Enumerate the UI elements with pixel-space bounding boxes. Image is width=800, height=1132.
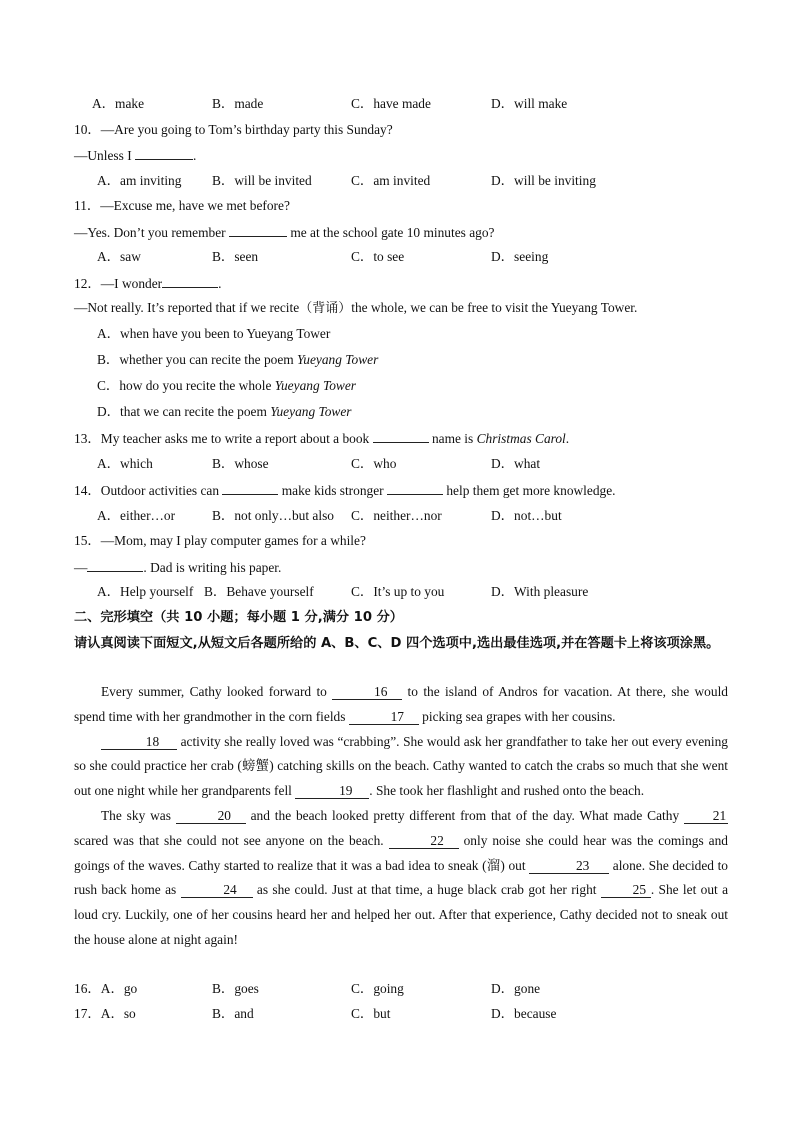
q12-option-c: C．how do you recite the whole Yueyang Tower xyxy=(97,378,356,393)
option-b: B．and xyxy=(212,1006,254,1021)
blank-24: 24 xyxy=(181,883,253,898)
option-d: D．will make xyxy=(491,96,568,111)
option-d: D．what xyxy=(491,456,541,471)
answer-blank xyxy=(229,224,287,237)
option-c: C．going xyxy=(351,981,404,996)
q9-options xyxy=(92,96,652,112)
blank-23: 23 xyxy=(529,859,609,874)
blank-17: 17 xyxy=(349,710,419,725)
q11-options xyxy=(97,249,657,265)
option-d: D．With pleasure xyxy=(491,584,589,599)
passage-paragraph-3: The sky was 20 and the beach looked pretty different from that of the day. What made Cathy 21 scared was that she could not see anyone on the beach. 22 only noise she could hear was the comings and goings of the waves. Cathy started to realize that it was a bad idea to sneak (溜) out 23 alone. She decided to rush back home as 24 as she could. Just at that time, a huge black crab got her right 25 . She let out a loud cry. Luckily, one of her cousins heard her and helped her out. After that experience, Cathy decided not to sneak out the house alone at night again! xyxy=(74,807,729,947)
answer-blank xyxy=(162,275,218,288)
option-c: C．but xyxy=(351,1006,391,1021)
q11-reply: —Yes. Don’t you remember me at the school gate 10 minutes ago? xyxy=(74,225,495,240)
option-b: B．goes xyxy=(212,981,259,996)
q13-stem: 13．My teacher asks me to write a report about a book name is Christmas Carol. xyxy=(74,431,570,446)
blank-20: 20 xyxy=(176,809,246,824)
option-a: A．am inviting xyxy=(97,173,182,188)
option-b: B．will be invited xyxy=(212,173,312,188)
q13-options xyxy=(97,456,657,472)
option-b: B．made xyxy=(212,96,264,111)
option-a: A．Help yourself xyxy=(97,584,194,599)
option-d: D．not…but xyxy=(491,508,562,523)
q12-reply: —Not really. It’s reported that if we recite（背诵）the whole, we can be free to visit the Yueyang Tower. xyxy=(74,300,638,316)
q12-option-b: B．whether you can recite the poem Yueyang Tower xyxy=(97,352,379,367)
option-a: A．either…or xyxy=(97,508,176,523)
answer-blank xyxy=(373,430,429,443)
q17-options xyxy=(74,1006,634,1022)
q15-stem: 15．—Mom, may I play computer games for a while? xyxy=(74,533,366,548)
option-b: B．not only…but also xyxy=(212,508,335,523)
option-c: C．It’s up to you xyxy=(351,584,445,599)
option-c: C．am invited xyxy=(351,173,431,188)
q10-reply: —Unless I . xyxy=(74,148,197,163)
answer-blank xyxy=(387,482,443,495)
option-b: B．whose xyxy=(212,456,269,471)
q15-reply: — . Dad is writing his paper. xyxy=(74,560,282,575)
option-c: C．neither…nor xyxy=(351,508,442,523)
passage-paragraph-1: Every summer, Cathy looked forward to 16 to the island of Andros for vacation. At there, she would spend time with her grandmother in the corn fields 17 picking sea grapes with her cousins. xyxy=(74,684,728,724)
option-a: A．make xyxy=(92,96,145,111)
blank-25: 25 xyxy=(601,883,651,898)
option-a: A．which xyxy=(97,456,153,471)
blank-16: 16 xyxy=(332,685,402,700)
q12-option-d: D．that we can recite the poem Yueyang Tower xyxy=(97,404,352,419)
blank-21: 21 xyxy=(684,809,728,824)
option-d: D．will be inviting xyxy=(491,173,596,188)
option-b: B．seen xyxy=(212,249,259,264)
blank-22: 22 xyxy=(389,834,459,849)
q11-stem: 11．—Excuse me, have we met before? xyxy=(74,198,290,213)
option-a: 16．A．go xyxy=(74,981,138,996)
option-a: A．saw xyxy=(97,249,141,264)
q15-options xyxy=(97,584,657,600)
answer-blank xyxy=(222,482,278,495)
q14-stem: 14．Outdoor activities can make kids stronger help them get more knowledge. xyxy=(74,483,616,498)
option-d: D．seeing xyxy=(491,249,549,264)
q10-options xyxy=(97,173,657,189)
option-c: C．to see xyxy=(351,249,405,264)
q12-stem: 12．—I wonder . xyxy=(74,276,222,291)
q16-options xyxy=(74,981,634,997)
q10-stem: 10．—Are you going to Tom’s birthday party this Sunday? xyxy=(74,122,393,137)
q12-option-a: A．when have you been to Yueyang Tower xyxy=(97,326,331,341)
option-a: 17．A．so xyxy=(74,1006,136,1021)
blank-18: 18 xyxy=(101,735,177,750)
passage-paragraph-2: 18 activity she really loved was “crabbing”. She would ask her grandfather to take her out every evening so she could practice her crab (螃蟹) catching skills on the beach. Cathy wanted to catch the crabs so much that she went out one night while her grandparents fell 19 . She took her flashlight and rushed onto the beach. xyxy=(74,733,728,799)
blank-19: 19 xyxy=(295,784,369,799)
option-c: C．have made xyxy=(351,96,431,111)
section-instruction: 请认真阅读下面短文,从短文后各题所给的 A、B、C、D 四个选项中,选出最佳选项,并在答题卡上将该项涂黑。 xyxy=(74,636,720,651)
option-d: D．gone xyxy=(491,981,541,996)
option-b: B．Behave yourself xyxy=(204,584,314,599)
answer-blank xyxy=(87,559,143,572)
answer-blank xyxy=(135,147,193,160)
cloze-passage xyxy=(74,680,728,953)
q14-options xyxy=(97,508,657,524)
option-c: C．who xyxy=(351,456,397,471)
option-d: D．because xyxy=(491,1006,557,1021)
section-title: 二、完形填空（共 10 小题；每小题 1 分,满分 10 分） xyxy=(74,610,403,625)
